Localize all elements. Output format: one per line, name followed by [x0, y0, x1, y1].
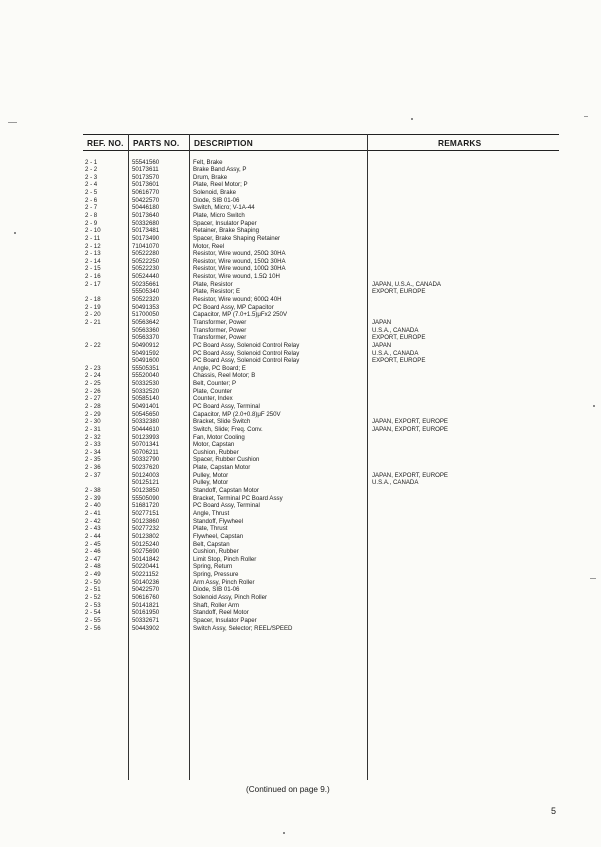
- parts-no-cell: 50277232: [132, 525, 160, 533]
- parts-no-cell: 50616760: [132, 594, 160, 602]
- page-number: 5: [551, 806, 557, 816]
- parts-no-cell: 50522320: [132, 296, 160, 304]
- parts-no-cell: 50522250: [132, 257, 160, 265]
- description-cell: Resistor, Wire wound, 250Ω 30HA: [193, 250, 286, 258]
- parts-no-cell: 50332790: [132, 456, 160, 464]
- ref-no-cell: 2 - 2: [85, 166, 98, 174]
- ref-no-cell: 2 - 36: [85, 464, 101, 472]
- description-cell: Fan, Motor Cooling: [193, 433, 245, 441]
- parts-no-cell: 50332680: [132, 219, 160, 227]
- table-row: [0, 365, 601, 373]
- table-row: [0, 281, 601, 289]
- table-row: [0, 311, 601, 319]
- ref-no-cell: 2 - 33: [85, 441, 101, 449]
- description-cell: PC Board Assy, Solenoid Control Relay: [193, 357, 300, 365]
- description-cell: Drum, Brake: [193, 173, 228, 181]
- ref-no-cell: 2 - 24: [85, 372, 101, 380]
- table-row: [0, 518, 601, 526]
- table-row: [0, 181, 601, 189]
- description-cell: Spring, Pressure: [193, 571, 239, 579]
- table-row: [0, 204, 601, 212]
- parts-no-cell: 50140236: [132, 578, 160, 586]
- ref-no-cell: 2 - 40: [85, 502, 101, 510]
- table-row: [0, 571, 601, 579]
- table-row: [0, 395, 601, 403]
- table-row: [0, 265, 601, 273]
- description-cell: Bracket, Terminal PC Board Assy: [193, 494, 283, 502]
- description-cell: Motor, Reel: [193, 242, 225, 250]
- table-row: [0, 235, 601, 243]
- ref-no-cell: 2 - 39: [85, 494, 101, 502]
- table-row: [0, 380, 601, 388]
- description-cell: Solenoid Assy, Pinch Roller: [193, 594, 268, 602]
- table-row: [0, 403, 601, 411]
- ref-no-cell: 2 - 26: [85, 387, 101, 395]
- remarks-cell: JAPAN, U.S.A., CANADA: [372, 280, 441, 288]
- table-row: [0, 479, 601, 487]
- table-row: [0, 487, 601, 495]
- ref-no-cell: 2 - 45: [85, 540, 101, 548]
- description-cell: Plate, Reel Motor; P: [193, 181, 248, 189]
- remarks-cell: U.S.A., CANADA: [372, 326, 419, 334]
- ref-no-cell: 2 - 4: [85, 181, 98, 189]
- parts-no-cell: 50524440: [132, 273, 160, 281]
- ref-no-cell: 2 - 44: [85, 532, 101, 540]
- parts-no-cell: 50141821: [132, 601, 160, 609]
- description-cell: Pulley, Motor: [193, 471, 229, 479]
- parts-no-cell: 50545650: [132, 410, 160, 418]
- table-row: [0, 418, 601, 426]
- description-cell: Plate, Thrust: [193, 525, 228, 533]
- ref-no-cell: 2 - 27: [85, 395, 101, 403]
- parts-no-cell: 55505351: [132, 364, 160, 372]
- table-row: [0, 342, 601, 350]
- ref-no-cell: 2 - 51: [85, 586, 101, 594]
- ref-no-cell: 2 - 32: [85, 433, 101, 441]
- description-cell: Switch, Micro; V-1A-44: [193, 204, 255, 212]
- parts-no-cell: 55541560: [132, 158, 160, 166]
- scan-speck: [593, 405, 595, 407]
- parts-no-cell: 50443902: [132, 624, 160, 632]
- table-row: [0, 533, 601, 541]
- table-row: [0, 350, 601, 358]
- parts-no-cell: 50563642: [132, 318, 160, 326]
- table-row: [0, 159, 601, 167]
- ref-no-cell: 2 - 21: [85, 318, 101, 326]
- table-row: [0, 334, 601, 342]
- parts-no-cell: 50491401: [132, 403, 160, 410]
- table-row: [0, 609, 601, 617]
- description-cell: Capacitor, MP (2.0+0.8)μF 250V: [193, 410, 281, 418]
- description-cell: Standoff, Flywheel: [193, 517, 244, 525]
- header-remarks: REMARKS: [438, 138, 482, 148]
- table-row: [0, 296, 601, 304]
- table-row: [0, 273, 601, 281]
- ref-no-cell: 2 - 56: [85, 624, 101, 632]
- table-row: [0, 594, 601, 602]
- ref-no-cell: 2 - 41: [85, 509, 101, 517]
- table-row: [0, 327, 601, 335]
- parts-no-cell: 50275690: [132, 548, 160, 556]
- parts-no-cell: 50706211: [132, 448, 159, 456]
- description-cell: Capacitor, MP (7.0+1.5)μFx2 250V: [193, 311, 288, 319]
- description-cell: Belt, Counter; P: [193, 380, 237, 388]
- remarks-cell: U.S.A., CANADA: [372, 479, 419, 487]
- table-row: [0, 586, 601, 594]
- parts-no-cell: 50173481: [132, 227, 160, 235]
- table-row: [0, 189, 601, 197]
- table-row: [0, 357, 601, 365]
- description-cell: Counter, Index: [193, 395, 233, 403]
- description-cell: PC Board Assy, Solenoid Control Relay: [193, 341, 300, 349]
- description-cell: Plate, Resistor; E: [193, 288, 241, 296]
- description-cell: Plate, Counter: [193, 387, 232, 395]
- table-row: [0, 250, 601, 258]
- description-cell: Switch, Slide; Freq. Conv.: [193, 425, 263, 433]
- table-row: [0, 227, 601, 235]
- parts-no-cell: 50173570: [132, 173, 160, 181]
- table-row: [0, 563, 601, 571]
- remarks-cell: EXPORT, EUROPE: [372, 288, 426, 296]
- parts-no-cell: 50444610: [132, 425, 160, 433]
- parts-no-cell: 50332380: [132, 418, 160, 426]
- ref-no-cell: 2 - 23: [85, 364, 101, 372]
- description-cell: Spacer, Brake Shaping Retainer: [193, 234, 281, 242]
- parts-no-cell: 50522230: [132, 265, 160, 273]
- ref-no-cell: 2 - 14: [85, 257, 101, 265]
- table-row: [0, 426, 601, 434]
- table-row: [0, 525, 601, 533]
- description-cell: Spacer, Insulator Paper: [193, 616, 257, 624]
- ref-no-cell: 2 - 3: [85, 173, 98, 181]
- description-cell: Transformer, Power: [193, 326, 247, 334]
- parts-no-cell: 50701341: [132, 441, 160, 449]
- parts-no-cell: 50585140: [132, 395, 160, 403]
- description-cell: PC Board Assy, MP Capacitor: [193, 303, 274, 311]
- table-row: [0, 548, 601, 556]
- header-description: DESCRIPTION: [194, 138, 253, 148]
- table-row: [0, 166, 601, 174]
- header-parts-no: PARTS NO.: [133, 138, 180, 148]
- ref-no-cell: 2 - 55: [85, 616, 101, 624]
- parts-no-cell: 50125240: [132, 540, 160, 548]
- table-row: [0, 441, 601, 449]
- parts-no-cell: 50522280: [132, 250, 160, 258]
- table-row: [0, 625, 601, 633]
- table-row: [0, 434, 601, 442]
- description-cell: Transformer, Power: [193, 334, 247, 342]
- ref-no-cell: 2 - 50: [85, 578, 101, 586]
- ref-no-cell: 2 - 46: [85, 548, 101, 556]
- parts-no-cell: 50563370: [132, 334, 160, 342]
- ref-no-cell: 2 - 49: [85, 571, 101, 579]
- parts-no-cell: 51700050: [132, 311, 160, 319]
- table-row: [0, 556, 601, 564]
- ref-no-cell: 2 - 16: [85, 273, 101, 281]
- header-rule: [83, 150, 559, 151]
- ref-no-cell: 2 - 11: [85, 234, 101, 242]
- table-row: [0, 456, 601, 464]
- description-cell: Motor, Capstan: [193, 441, 235, 449]
- parts-no-cell: 55520040: [132, 372, 160, 380]
- ref-no-cell: 2 - 25: [85, 380, 101, 388]
- description-cell: Plate, Capstan Motor: [193, 464, 251, 472]
- description-cell: Diode, SIB 01-06: [193, 196, 240, 204]
- description-cell: Pulley, Motor: [193, 479, 229, 487]
- parts-no-cell: 71041070: [132, 242, 160, 250]
- description-cell: Cushion, Rubber: [193, 448, 239, 456]
- description-cell: PC Board Assy, Solenoid Control Relay: [193, 349, 300, 357]
- remarks-cell: JAPAN, EXPORT, EUROPE: [372, 425, 448, 433]
- table-row: [0, 258, 601, 266]
- ref-no-cell: 2 - 54: [85, 609, 101, 617]
- description-cell: Resistor, Wire wound, 150Ω 30HA: [193, 257, 286, 265]
- description-cell: Resistor, Wire wound, 1.5Ω 10H: [193, 273, 280, 281]
- table-row: [0, 602, 601, 610]
- ref-no-cell: 2 - 34: [85, 448, 101, 456]
- description-cell: Switch Assy, Selector; REEL/SPEED: [193, 624, 293, 632]
- scan-mark: [590, 578, 596, 579]
- ref-no-cell: 2 - 17: [85, 280, 101, 288]
- parts-no-cell: 50124003: [132, 471, 160, 479]
- ref-no-cell: 2 - 31: [85, 425, 101, 433]
- description-cell: Spacer, Insulator Paper: [193, 219, 257, 227]
- description-cell: Retainer, Brake Shaping: [193, 227, 260, 235]
- ref-no-cell: 2 - 13: [85, 250, 101, 258]
- ref-no-cell: 2 - 53: [85, 601, 101, 609]
- parts-no-cell: 50125121: [132, 479, 160, 487]
- parts-no-cell: 50563360: [132, 326, 160, 334]
- ref-no-cell: 2 - 52: [85, 594, 101, 602]
- ref-no-cell: 2 - 7: [85, 204, 98, 212]
- remarks-cell: EXPORT, EUROPE: [372, 357, 426, 365]
- parts-no-cell: 50422570: [132, 196, 160, 204]
- description-cell: Transformer, Power: [193, 318, 247, 326]
- table-top-rule: [83, 134, 559, 135]
- ref-no-cell: 2 - 29: [85, 410, 101, 418]
- parts-no-cell: 50616770: [132, 189, 160, 197]
- ref-no-cell: 2 - 22: [85, 341, 101, 349]
- description-cell: Resistor, Wire wound, 100Ω 30HA: [193, 265, 286, 273]
- remarks-cell: EXPORT, EUROPE: [372, 334, 426, 342]
- ref-no-cell: 2 - 43: [85, 525, 101, 533]
- ref-no-cell: 2 - 38: [85, 487, 101, 495]
- parts-no-cell: 50422570: [132, 586, 160, 594]
- parts-no-cell: 50123860: [132, 517, 160, 525]
- parts-no-cell: 55505090: [132, 494, 160, 502]
- table-row: [0, 243, 601, 251]
- parts-no-cell: 50235661: [132, 280, 160, 288]
- description-cell: Diode, SIB 01-06: [193, 586, 240, 594]
- parts-no-cell: 51681720: [132, 502, 160, 510]
- ref-no-cell: 2 - 12: [85, 242, 101, 250]
- table-row: [0, 449, 601, 457]
- parts-no-cell: 50446180: [132, 204, 160, 212]
- remarks-cell: JAPAN: [372, 318, 392, 326]
- description-cell: Arm Assy, Pinch Roller: [193, 578, 255, 586]
- table-row: [0, 510, 601, 518]
- ref-no-cell: 2 - 35: [85, 456, 101, 464]
- description-cell: Limit Stop, Pinch Roller: [193, 555, 257, 563]
- scan-speck: [14, 232, 16, 234]
- scan-mark: [8, 122, 17, 123]
- description-cell: Cushion, Rubber: [193, 548, 239, 556]
- description-cell: Bracket, Slide Switch: [193, 418, 251, 426]
- parts-no-cell: 50491592: [132, 349, 160, 357]
- table-row: [0, 495, 601, 503]
- ref-no-cell: 2 - 19: [85, 303, 101, 311]
- parts-no-cell: 50141842: [132, 555, 160, 563]
- parts-no-cell: 50277151: [132, 509, 160, 517]
- table-row: [0, 502, 601, 510]
- parts-no-cell: 50173640: [132, 211, 160, 219]
- ref-no-cell: 2 - 15: [85, 265, 101, 273]
- scan-mark: [584, 116, 588, 117]
- description-cell: Brake Band Assy, P: [193, 166, 247, 174]
- table-row: [0, 472, 601, 480]
- description-cell: Angle, Thrust: [193, 509, 230, 517]
- table-row: [0, 617, 601, 625]
- ref-no-cell: 2 - 1: [85, 158, 98, 166]
- table-row: [0, 541, 601, 549]
- description-cell: Belt, Capstan: [193, 540, 230, 548]
- description-cell: Plate, Micro Switch: [193, 211, 245, 219]
- parts-no-cell: 50490912: [132, 341, 160, 349]
- parts-no-cell: 50237620: [132, 464, 160, 472]
- parts-no-cell: 50332530: [132, 380, 160, 388]
- ref-no-cell: 2 - 48: [85, 563, 101, 571]
- parts-no-cell: 55505340: [132, 288, 160, 296]
- parts-no-cell: 50173601: [132, 181, 160, 189]
- parts-no-cell: 50491353: [132, 303, 160, 311]
- table-row: [0, 220, 601, 228]
- description-cell: Plate, Resistor: [193, 280, 233, 288]
- table-row: [0, 319, 601, 327]
- ref-no-cell: 2 - 8: [85, 211, 98, 219]
- table-row: [0, 464, 601, 472]
- description-cell: Solenoid, Brake: [193, 189, 237, 197]
- header-ref-no: REF. NO.: [87, 138, 124, 148]
- table-row: [0, 174, 601, 182]
- ref-no-cell: 2 - 37: [85, 471, 101, 479]
- parts-no-cell: 50332671: [132, 616, 160, 624]
- table-row: [0, 212, 601, 220]
- remarks-cell: JAPAN, EXPORT, EUROPE: [372, 471, 448, 479]
- ref-no-cell: 2 - 28: [85, 403, 101, 410]
- remarks-cell: JAPAN, EXPORT, EUROPE: [372, 418, 448, 426]
- table-row: [0, 388, 601, 396]
- parts-no-cell: 50173490: [132, 234, 160, 242]
- scan-speck: [283, 832, 285, 834]
- description-cell: Shaft, Roller Arm: [193, 601, 240, 609]
- ref-no-cell: 2 - 47: [85, 555, 101, 563]
- table-row: [0, 304, 601, 312]
- description-cell: Spacer, Rubber Cushion: [193, 456, 260, 464]
- scan-speck: [411, 118, 413, 120]
- continued-note: (Continued on page 9.): [246, 785, 330, 794]
- description-cell: Flywheel, Capstan: [193, 532, 244, 540]
- table-row: [0, 411, 601, 419]
- ref-no-cell: 2 - 30: [85, 418, 101, 426]
- ref-no-cell: 2 - 5: [85, 189, 98, 197]
- table-row: [0, 372, 601, 380]
- remarks-cell: JAPAN: [372, 341, 392, 349]
- description-cell: Standoff, Reel Motor: [193, 609, 249, 617]
- description-cell: Standoff, Capstan Motor: [193, 487, 259, 495]
- table-row: [0, 579, 601, 587]
- description-cell: Spring, Return: [193, 563, 233, 571]
- parts-no-cell: 50332520: [132, 387, 160, 395]
- remarks-cell: U.S.A., CANADA: [372, 349, 419, 357]
- ref-no-cell: 2 - 9: [85, 219, 98, 227]
- ref-no-cell: 2 - 10: [85, 227, 101, 235]
- parts-no-cell: 50220441: [132, 563, 160, 571]
- parts-table-body: [0, 159, 601, 633]
- ref-no-cell: 2 - 18: [85, 296, 101, 304]
- description-cell: Angle, PC Board; E: [193, 364, 246, 372]
- description-cell: Felt, Brake: [193, 158, 223, 166]
- parts-no-cell: 50123802: [132, 532, 160, 540]
- parts-no-cell: 50123850: [132, 487, 160, 495]
- parts-no-cell: 50123993: [132, 433, 160, 441]
- description-cell: Resistor, Wire wound; 600Ω 40H: [193, 296, 282, 304]
- parts-no-cell: 50161950: [132, 609, 160, 617]
- ref-no-cell: 2 - 6: [85, 196, 98, 204]
- table-row: [0, 288, 601, 296]
- description-cell: PC Board Assy, Terminal: [193, 502, 260, 510]
- table-row: [0, 197, 601, 205]
- description-cell: PC Board Assy, Terminal: [193, 403, 260, 410]
- parts-no-cell: 50491600: [132, 357, 160, 365]
- parts-no-cell: 50221152: [132, 571, 159, 579]
- parts-no-cell: 50173611: [132, 166, 159, 174]
- ref-no-cell: 2 - 20: [85, 311, 101, 319]
- ref-no-cell: 2 - 42: [85, 517, 101, 525]
- description-cell: Chassis, Reel Motor; B: [193, 372, 256, 380]
